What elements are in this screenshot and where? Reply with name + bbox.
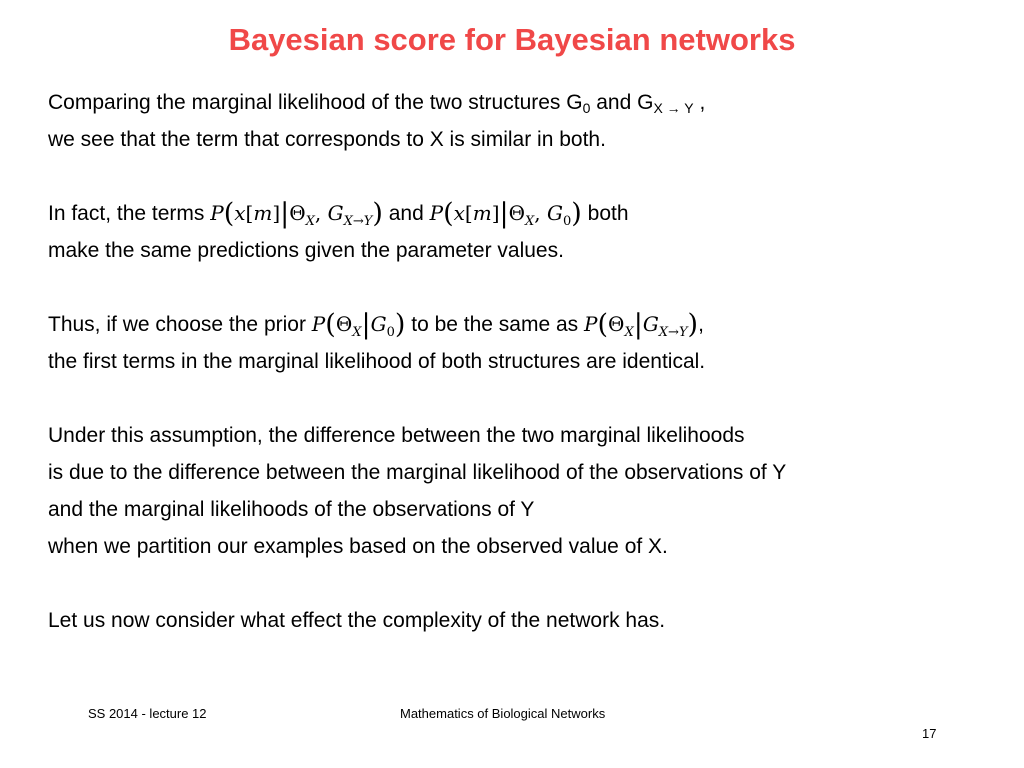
paragraph-1 xyxy=(48,84,786,158)
math-sub-x: X xyxy=(525,214,535,229)
math-paren: ) xyxy=(372,198,383,229)
paragraph-4 xyxy=(48,417,786,565)
text: , xyxy=(693,91,706,114)
text: to be the same as xyxy=(405,313,585,336)
math-g: G xyxy=(370,312,387,336)
paragraph-3-line-2: the first terms in the marginal likelihood of both structures are identical. xyxy=(48,350,706,373)
formula-p-x-given-theta-gxy xyxy=(210,198,383,229)
math-sub-x-to-y: X→Y xyxy=(658,325,688,340)
paragraph-4-line-2: is due to the difference between the marginal likelihood of the observations of Y xyxy=(48,461,787,484)
footer-lecture: SS 2014 - lecture 12 xyxy=(88,706,207,721)
paragraph-3-line-1 xyxy=(48,306,786,343)
math-m: m xyxy=(253,201,273,225)
math-bracket: ] xyxy=(491,201,500,225)
math-paren: ( xyxy=(443,198,454,229)
math-x: x xyxy=(453,201,465,225)
math-m: m xyxy=(472,201,492,225)
math-paren: ( xyxy=(325,309,336,340)
math-comma: , xyxy=(534,201,541,225)
paragraph-1-line-2: we see that the term that corresponds to X is similar in both. xyxy=(48,128,606,151)
paragraph-5-line-1: Let us now consider what effect the complexity of the network has. xyxy=(48,609,666,632)
text: In fact, the terms xyxy=(48,202,211,225)
formula-p-x-given-theta-g0 xyxy=(429,198,582,229)
math-theta: Θ xyxy=(335,312,353,336)
math-theta: Θ xyxy=(289,201,306,225)
text: both xyxy=(581,202,629,225)
slide-title: Bayesian score for Bayesian networks xyxy=(228,22,796,57)
math-bracket: ] xyxy=(272,201,281,225)
math-g: G xyxy=(327,201,344,225)
math-p: P xyxy=(311,312,326,336)
math-p: P xyxy=(429,201,444,225)
text: Thus, if we choose the prior xyxy=(48,313,312,336)
paragraph-1-line-1 xyxy=(48,84,786,121)
math-sub-0: 0 xyxy=(562,214,572,229)
formula-p-theta-given-gxy xyxy=(584,309,699,340)
text: , xyxy=(698,313,704,336)
slide-body xyxy=(48,84,786,639)
paragraph-5 xyxy=(48,602,786,639)
math-bar: | xyxy=(361,309,371,340)
page-number: 17 xyxy=(922,726,937,741)
paragraph-2-line-1 xyxy=(48,195,786,232)
math-paren: ) xyxy=(394,309,406,340)
text: Comparing the marginal likelihood of the two structures G xyxy=(48,91,583,114)
subscript-0: 0 xyxy=(582,100,591,116)
math-g: G xyxy=(547,201,563,225)
math-theta: Θ xyxy=(508,201,526,225)
math-comma: , xyxy=(314,201,322,225)
paragraph-2-line-2: make the same predictions given the parameter values. xyxy=(48,239,564,262)
math-paren: ) xyxy=(571,198,582,229)
math-theta: Θ xyxy=(608,312,625,336)
formula-p-theta-given-g0 xyxy=(311,309,406,340)
text: and xyxy=(382,202,430,225)
math-sub-x: X xyxy=(305,214,315,229)
math-g: G xyxy=(642,312,659,336)
math-paren: ( xyxy=(223,198,235,229)
math-sub-x-to-y: X→Y xyxy=(343,214,373,229)
math-p: P xyxy=(584,312,598,336)
paragraph-4-line-4: when we partition our examples based on the observed value of X. xyxy=(48,535,668,558)
math-sub-x: X xyxy=(624,325,634,340)
math-bar: | xyxy=(280,198,290,229)
paragraph-3 xyxy=(48,306,786,380)
footer-course-title: Mathematics of Biological Networks xyxy=(400,706,606,721)
math-bar: | xyxy=(499,198,509,229)
math-sub-0: 0 xyxy=(386,325,395,340)
math-paren: ( xyxy=(597,309,609,340)
math-x: x xyxy=(234,201,246,225)
paragraph-4-line-3: and the marginal likelihoods of the observations of Y xyxy=(48,498,535,521)
math-paren: ) xyxy=(687,309,699,340)
paragraph-4-line-1: Under this assumption, the difference between the two marginal likelihoods xyxy=(48,424,745,447)
math-bar: | xyxy=(633,309,643,340)
math-bracket: [ xyxy=(464,201,473,225)
math-sub-x: X xyxy=(352,325,362,340)
paragraph-2 xyxy=(48,195,786,269)
subscript-x-to-y: X → Y xyxy=(653,100,694,116)
text: and G xyxy=(590,91,654,114)
math-p: P xyxy=(210,201,224,225)
math-bracket: [ xyxy=(245,201,254,225)
